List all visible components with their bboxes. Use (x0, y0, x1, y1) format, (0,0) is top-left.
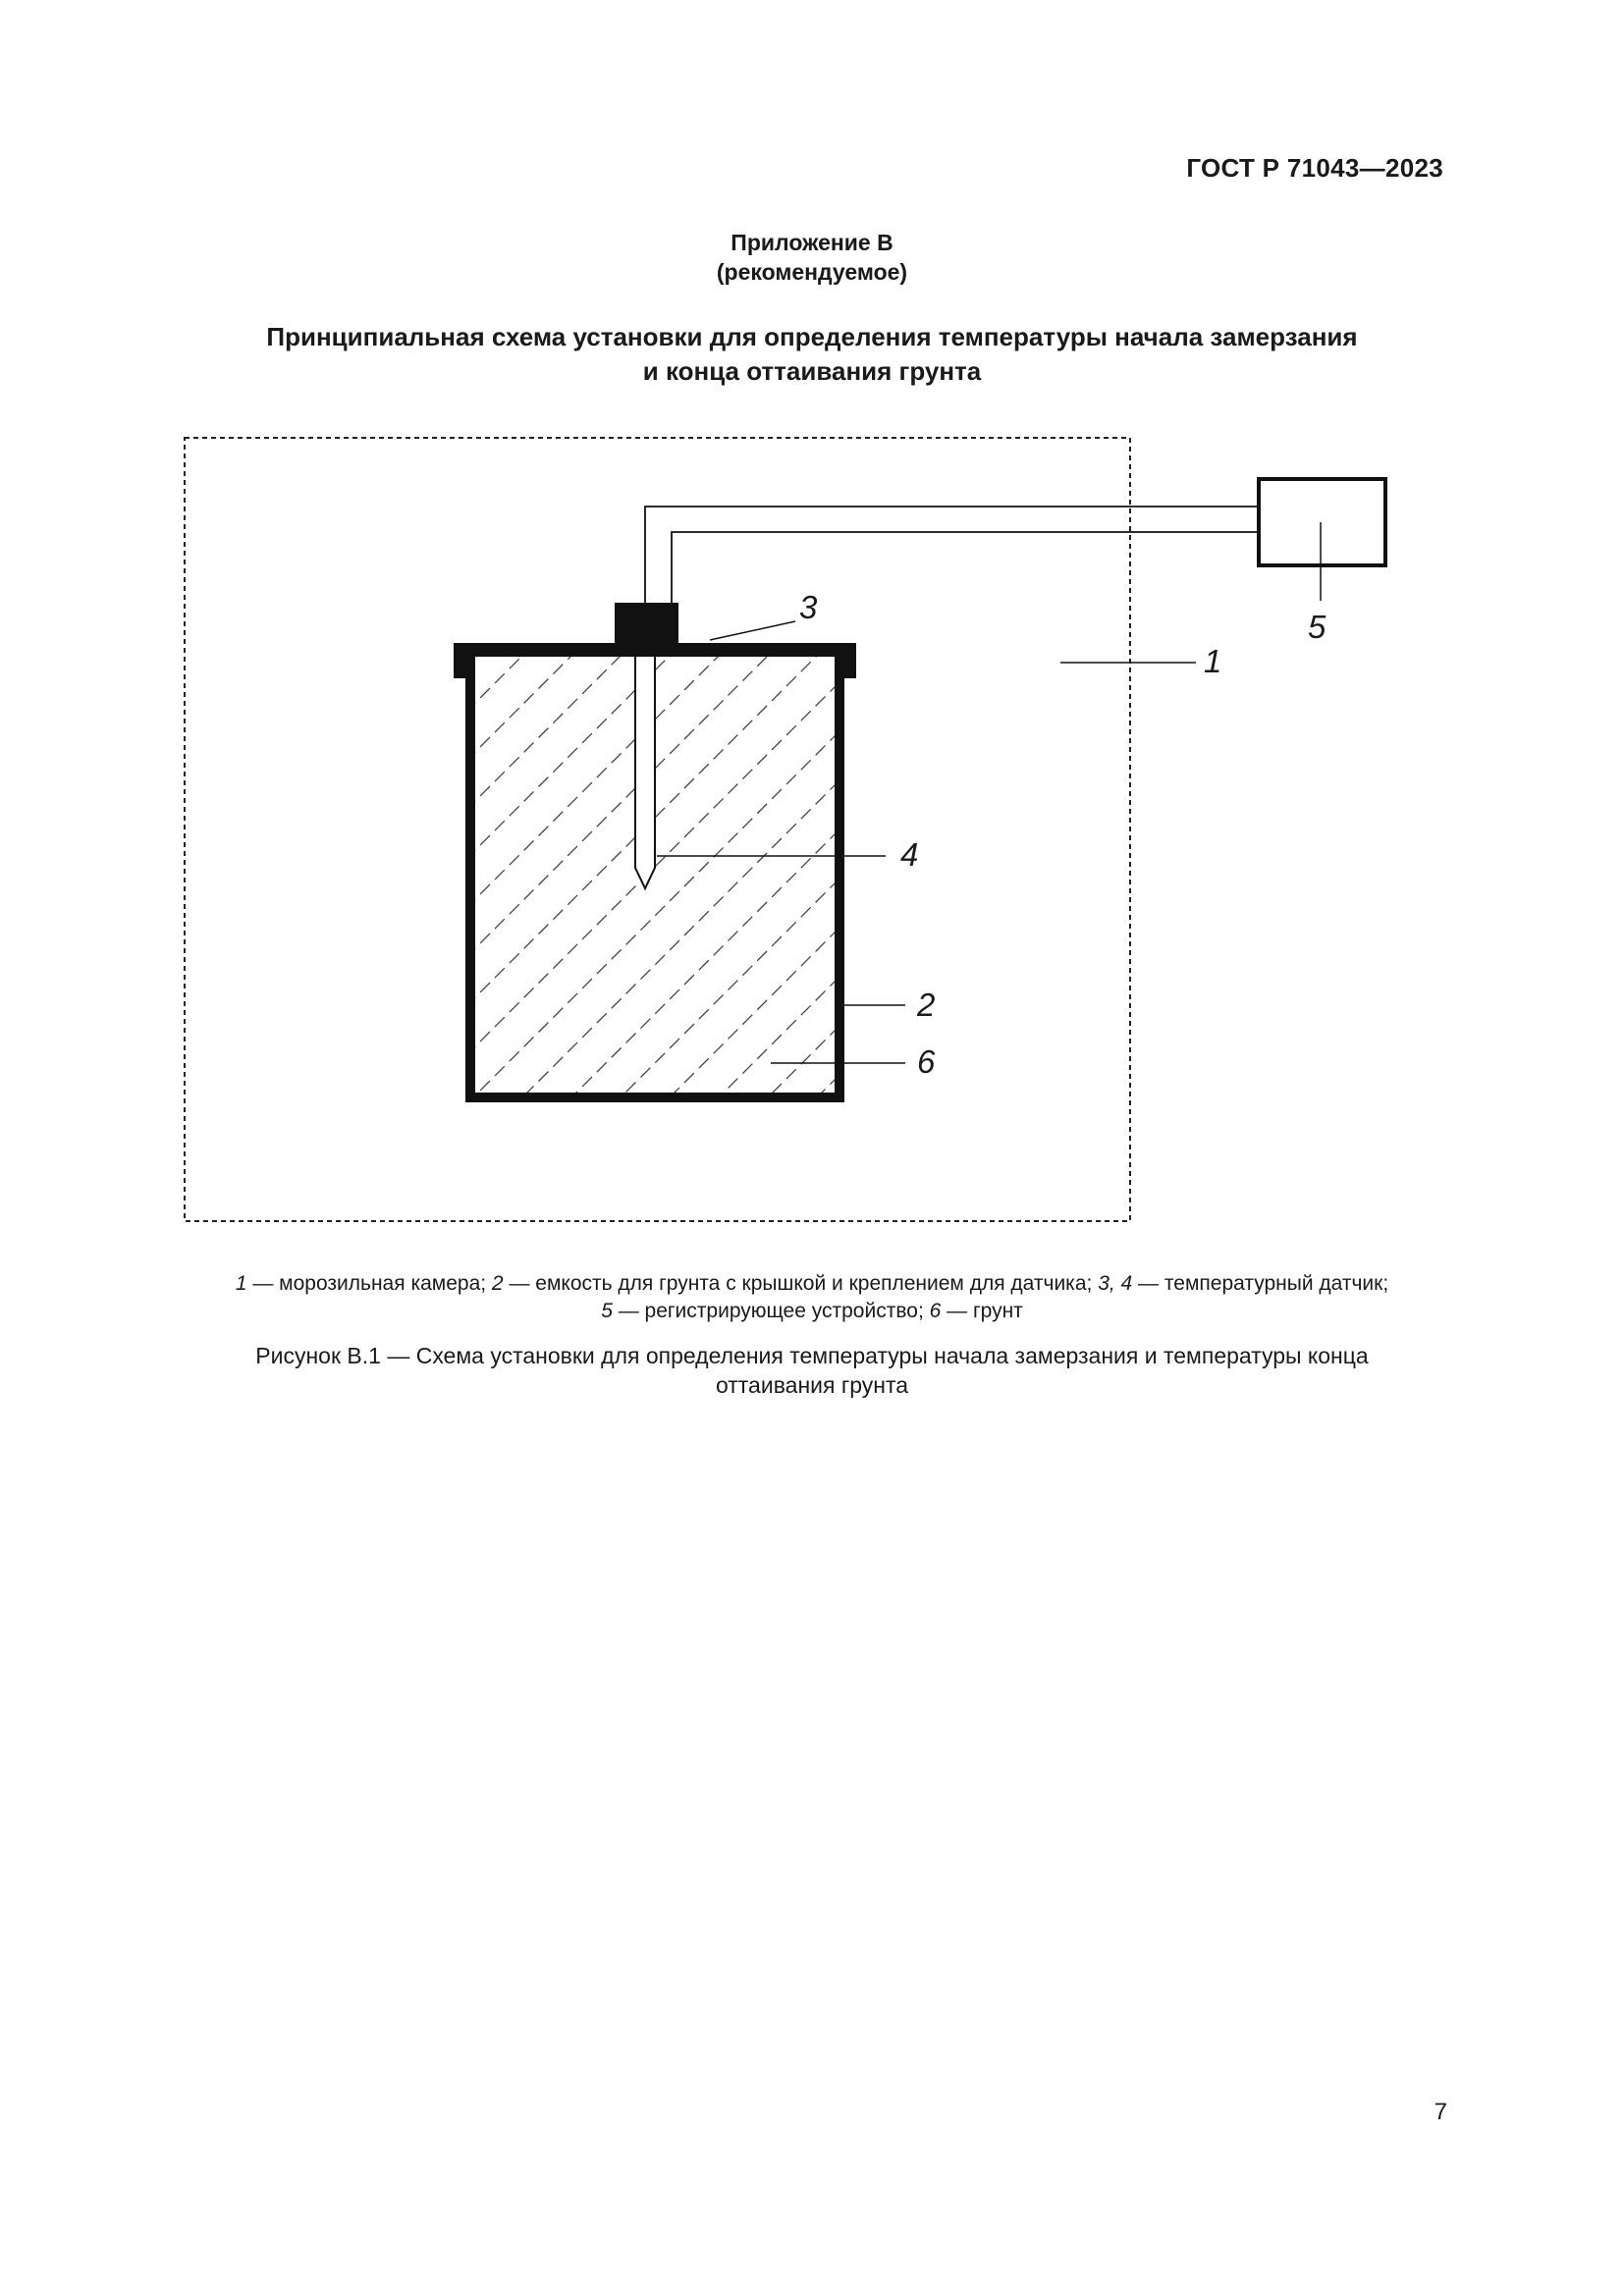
document-code: ГОСТ Р 71043—2023 (1186, 153, 1443, 183)
legend-line-1 (0, 1270, 1624, 1298)
sensor-probe (635, 656, 655, 888)
lid-rim-left (454, 643, 471, 678)
legend-line-2 (0, 1298, 1624, 1325)
section-title-line-2: и конца оттаивания грунта (642, 356, 982, 386)
legend-text-1: — морозильная камера; (246, 1272, 492, 1295)
label-6: 6 (917, 1043, 936, 1080)
label-5: 5 (1308, 609, 1326, 645)
legend-text-34: — температурный датчик; (1132, 1272, 1389, 1295)
label-3: 3 (799, 589, 818, 625)
legend-text-6: — грунт (941, 1300, 1023, 1322)
recording-device (1259, 479, 1385, 565)
annex-status: (рекомендуемое) (716, 259, 908, 285)
label-2: 2 (917, 987, 936, 1023)
legend-num-1: 1 (235, 1272, 247, 1295)
legend-num-2: 2 (491, 1272, 504, 1295)
legend-text-5: — регистрирующее устройство; (612, 1300, 930, 1322)
figure-caption (0, 1341, 1624, 1400)
legend-num-34: 3, 4 (1098, 1272, 1133, 1295)
section-title-line-1: Принципиальная схема установки для определения температуры начала замерзания (266, 322, 1358, 351)
sensor-cable-outer (645, 507, 1259, 603)
annex-title: Приложение В (731, 230, 893, 255)
page-number: 7 (1434, 2099, 1447, 2125)
sensor-cable-inner (672, 532, 1259, 603)
freezer-chamber (185, 438, 1130, 1221)
label-1: 1 (1204, 643, 1222, 679)
legend-num-5: 5 (601, 1300, 613, 1322)
lid-rim-right (839, 643, 856, 678)
caption-line-2: оттаивания грунта (715, 1372, 909, 1398)
legend-num-6: 6 (929, 1300, 942, 1322)
figure-legend (0, 1270, 1624, 1325)
legend-text-2: — емкость для грунта с крышкой и креплением для датчика; (503, 1272, 1099, 1295)
sensor-head (615, 603, 678, 646)
label-4: 4 (900, 836, 919, 873)
leader-line-3 (710, 621, 795, 640)
caption-line-1: Рисунок В.1 — Схема установки для определения температуры начала замерзания и температуры конца (255, 1343, 1369, 1368)
